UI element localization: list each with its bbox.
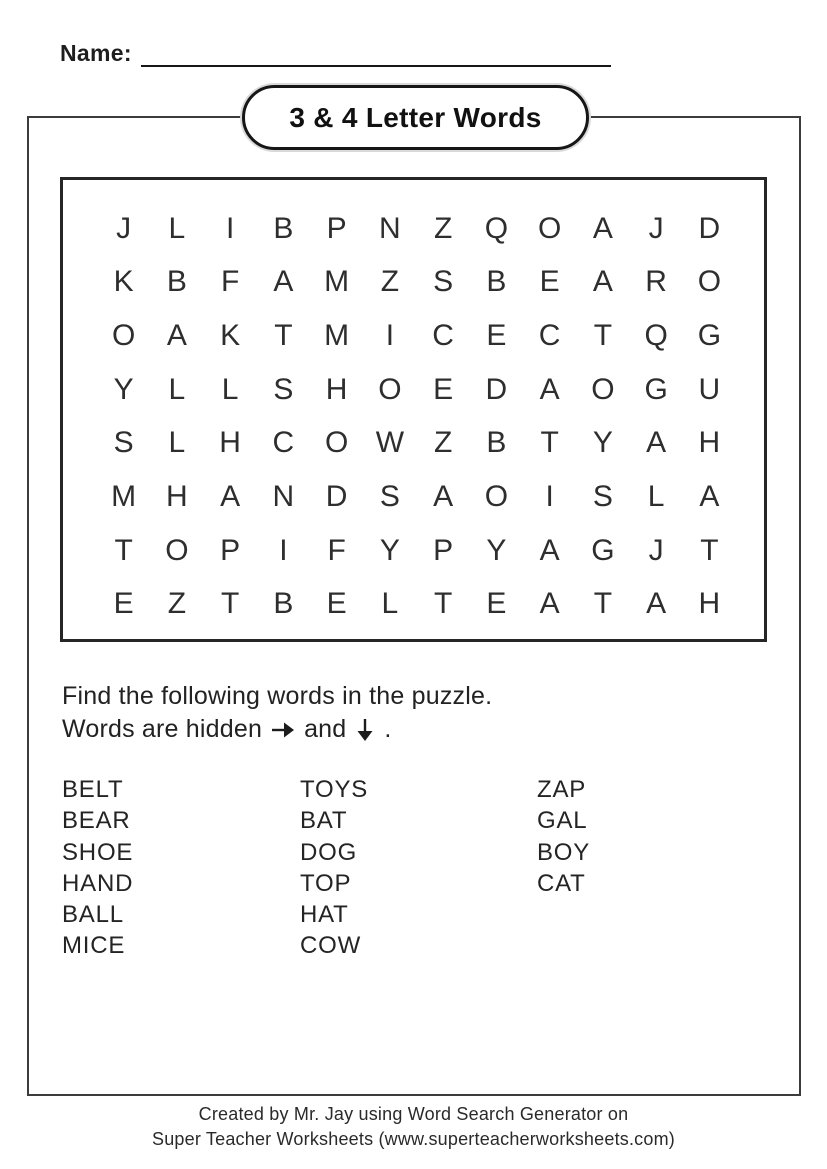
grid-letter: T — [114, 533, 133, 567]
word-list-item: HAND — [62, 869, 134, 897]
grid-letter: B — [166, 265, 187, 299]
name-label: Name: — [60, 40, 132, 66]
worksheet-title: 3 & 4 Letter Words — [289, 101, 542, 133]
grid-letter: O — [111, 319, 136, 353]
grid-letter: E — [433, 372, 454, 406]
grid-letter: A — [433, 479, 454, 513]
grid-letter: J — [648, 533, 664, 567]
word-list-item: HAT — [300, 901, 349, 929]
grid-letter: K — [220, 319, 241, 353]
grid-letter: E — [326, 587, 347, 621]
grid-letter: C — [538, 319, 561, 353]
grid-letter: O — [591, 372, 615, 406]
grid-letter: S — [592, 479, 613, 513]
grid-letter: G — [591, 533, 615, 567]
grid-letter: W — [375, 426, 405, 460]
grid-letter: H — [325, 372, 348, 406]
grid-letter: L — [221, 372, 239, 406]
word-list-item: TOYS — [300, 776, 369, 803]
grid-letter: Y — [486, 533, 507, 567]
grid-letter: I — [545, 479, 554, 513]
word-list-item: SHOE — [62, 838, 134, 866]
grid-letter: A — [699, 479, 720, 513]
word-list-item: ZAP — [537, 776, 587, 803]
grid-letter: L — [381, 587, 399, 621]
grid-letter: Z — [167, 587, 187, 621]
word-column — [62, 774, 300, 962]
word-list-item: GAL — [537, 807, 588, 835]
word-list-item: DOG — [300, 838, 358, 866]
word-column — [300, 774, 537, 962]
arrow-down-icon — [354, 717, 376, 743]
grid-letter: C — [272, 426, 295, 460]
grid-letter: O — [484, 479, 509, 513]
grid-letter: T — [593, 587, 613, 621]
grid-letter: I — [385, 319, 395, 353]
grid-letter: N — [379, 211, 401, 245]
grid-letter: L — [647, 479, 665, 513]
grid-letter: M — [111, 479, 137, 513]
grid-letter: L — [168, 426, 186, 460]
grid-letter: Q — [484, 211, 509, 245]
grid-letter: L — [168, 211, 186, 245]
grid-letter: S — [433, 265, 454, 299]
grid-letter: T — [433, 587, 453, 621]
grid-letter: M — [324, 319, 350, 353]
grid-letter: L — [168, 372, 186, 406]
grid-letter: Y — [113, 372, 134, 406]
grid-letter: A — [539, 372, 560, 406]
grid-letter: C — [432, 319, 454, 353]
grid-letter: R — [645, 265, 667, 299]
grid-letter: F — [327, 533, 346, 567]
grid-letter: F — [220, 265, 240, 299]
grid-letter: S — [113, 426, 134, 460]
word-list — [62, 774, 722, 962]
instructions — [62, 680, 492, 746]
grid-letter: A — [220, 479, 241, 513]
grid-letter: Z — [380, 265, 400, 299]
word-column — [537, 774, 717, 962]
grid-letter: D — [485, 372, 508, 406]
grid-letter: N — [272, 479, 295, 513]
name-blank-line — [141, 44, 611, 67]
word-list-item: BOY — [537, 838, 591, 866]
grid-letter: A — [166, 319, 187, 353]
word-list-item: BALL — [62, 901, 124, 929]
grid-letter: B — [273, 211, 294, 245]
grid-letter: T — [700, 533, 719, 567]
grid-letter: E — [113, 587, 134, 621]
grid-letter: P — [433, 533, 454, 567]
grid-letter: Y — [592, 426, 613, 460]
word-list-item: BAT — [300, 807, 348, 835]
grid-letter: H — [698, 426, 721, 460]
grid-letter: A — [592, 265, 613, 299]
worksheet-title-badge — [242, 85, 589, 150]
grid-letter: M — [324, 265, 350, 299]
grid-letter: S — [379, 479, 400, 513]
grid-letter: T — [274, 319, 293, 353]
word-list-item: MICE — [62, 932, 126, 960]
grid-letter: O — [378, 372, 402, 406]
grid-letter: P — [220, 533, 241, 567]
grid-letter: O — [165, 533, 189, 567]
arrow-right-icon — [270, 719, 296, 741]
grid-letter: A — [539, 587, 560, 621]
grid-letter: B — [273, 587, 294, 621]
grid-letter: S — [273, 372, 294, 406]
footer-credit — [0, 1102, 827, 1152]
word-list-item: CAT — [537, 869, 586, 897]
grid-letter: T — [220, 587, 240, 621]
puzzle-grid-frame — [60, 177, 767, 642]
grid-letter: B — [486, 265, 507, 299]
grid-letter: J — [116, 211, 132, 245]
grid-letter: D — [698, 211, 721, 245]
instructions-line-2: Words are hidden and . — [62, 715, 392, 743]
grid-letter: G — [644, 372, 668, 406]
grid-letter: O — [324, 426, 349, 460]
grid-letter: G — [697, 319, 722, 353]
grid-letter: A — [646, 426, 667, 460]
grid-letter: H — [698, 587, 721, 621]
word-list-item: COW — [300, 932, 362, 960]
grid-letter: I — [279, 533, 288, 567]
grid-letter: A — [273, 265, 294, 299]
grid-letter: I — [225, 211, 235, 245]
grid-letter: H — [219, 426, 241, 460]
grid-letter: A — [646, 587, 667, 621]
grid-letter: B — [486, 426, 507, 460]
puzzle-grid — [63, 180, 764, 639]
grid-letter: J — [648, 211, 664, 245]
word-list-item: BELT — [62, 776, 124, 803]
grid-letter: Y — [379, 533, 400, 567]
word-list-item: TOP — [300, 869, 352, 897]
grid-letter: O — [537, 211, 562, 245]
grid-letter: T — [593, 319, 613, 353]
grid-letter: D — [325, 479, 348, 513]
grid-letter: P — [326, 211, 347, 245]
instructions-line-1: Find the following words in the puzzle. — [62, 682, 493, 710]
grid-letter: U — [698, 372, 721, 406]
grid-letter: T — [540, 426, 559, 460]
grid-letter: E — [486, 587, 507, 621]
grid-letter: Q — [644, 319, 668, 353]
grid-letter: K — [113, 265, 134, 299]
grid-letter: E — [486, 319, 507, 353]
grid-letter: A — [539, 533, 560, 567]
grid-letter: A — [592, 211, 613, 245]
grid-letter: H — [166, 479, 188, 513]
footer-line-1: Created by Mr. Jay using Word Search Generator on — [198, 1104, 629, 1124]
grid-letter: O — [697, 265, 722, 299]
grid-letter: Z — [433, 426, 453, 460]
name-row — [60, 40, 611, 67]
grid-letter: E — [539, 265, 560, 299]
grid-letter: Z — [433, 211, 453, 245]
footer-line-2: Super Teacher Worksheets (www.superteacherworksheets.com) — [152, 1129, 675, 1149]
word-list-item: BEAR — [62, 807, 131, 835]
